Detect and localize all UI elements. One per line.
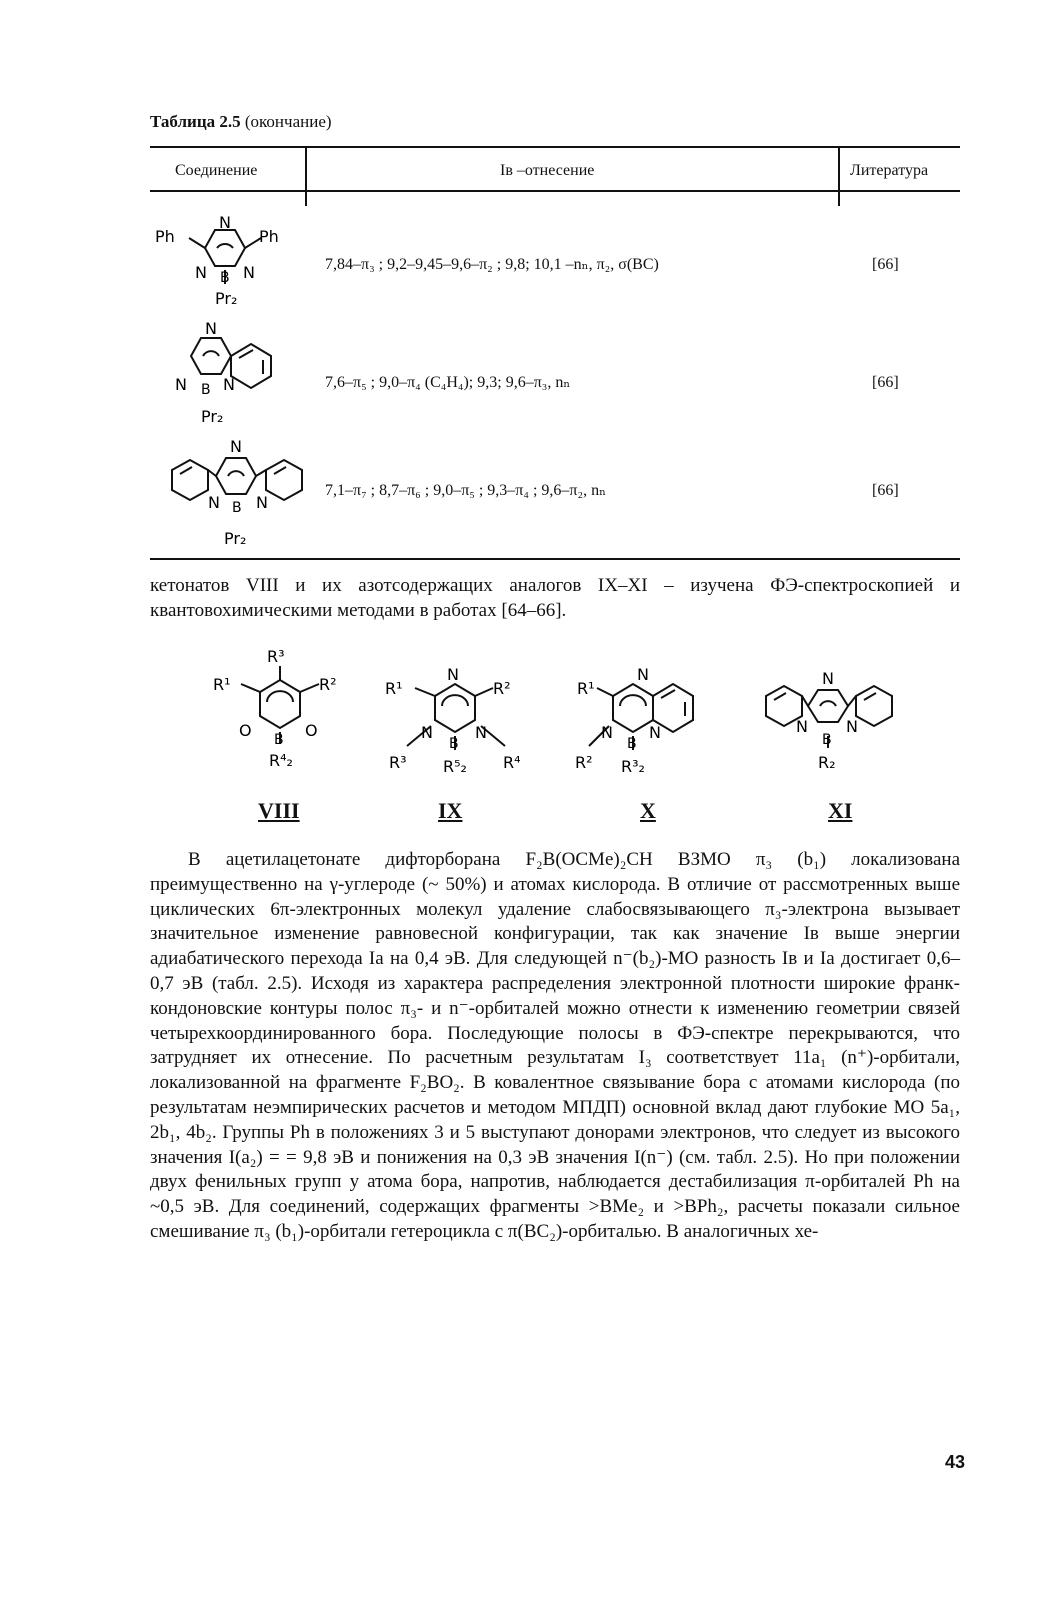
roman-xi: XI [828, 798, 853, 823]
table-bottom-rule [150, 558, 960, 560]
compound-3-structure [162, 432, 312, 557]
ph-left-label: Ph [155, 227, 175, 246]
b-label: B [627, 736, 637, 752]
header-compound: Соединение [175, 162, 258, 179]
row-3-reference: [66] [872, 482, 899, 499]
table-caption-number: Таблица 2.5 [150, 112, 241, 131]
b-label: B [201, 382, 211, 398]
n-top-label: N [230, 437, 242, 456]
intro-paragraph [150, 574, 960, 624]
row-1-reference: [66] [872, 256, 899, 273]
n-right-label: N [846, 717, 858, 736]
r3-label: R³ [267, 647, 285, 666]
n-left-label: N [421, 723, 433, 742]
pr-label: Pr₂ [215, 289, 238, 308]
header-assignment: Iв –отнесение [500, 162, 595, 179]
body-paragraph [150, 848, 960, 1245]
r2-label: R² [575, 753, 593, 772]
page-number: 43 [945, 1452, 966, 1472]
r3-label: R³₂ [621, 757, 645, 776]
table-col-divider-1 [305, 146, 307, 206]
row-2-reference: [66] [872, 374, 899, 391]
b-label: B [822, 732, 832, 748]
r1-label: R¹ [213, 675, 231, 694]
n-top-label: N [447, 665, 459, 684]
row-1-assignment: 7,84–π₃ ; 9,2–9,45–9,6–π₂ ; 9,8; 10,1 –nₙ, π₂, σ(BC) [325, 256, 659, 273]
b-label: B [232, 500, 242, 516]
roman-ix: IX [438, 798, 463, 823]
n-top-label: N [637, 665, 649, 684]
n-right-label: N [649, 723, 661, 742]
n-left-label: N [208, 493, 220, 512]
r2-label: R² [319, 675, 337, 694]
r1-label: R¹ [577, 679, 595, 698]
row-2-assignment: 7,6–π₅ ; 9,0–π₄ (C₄H₄); 9,3; 9,6–π₃, nₙ [325, 374, 571, 391]
r1-label: R¹ [385, 679, 403, 698]
pr-label: Pr₂ [224, 529, 247, 548]
pr-label: Pr₂ [201, 407, 224, 426]
row-3-assignment: 7,1–π₇ ; 8,7–π₆ ; 9,0–π₅ ; 9,3–π₄ ; 9,6–π₂, nₙ [325, 482, 606, 499]
n-right-label: N [223, 375, 235, 394]
n-right-label: N [475, 723, 487, 742]
structure-viii [205, 640, 355, 795]
n-top-label: N [219, 213, 231, 232]
o-right-label: O [305, 721, 318, 740]
o-left-label: O [239, 721, 252, 740]
b-label: B [449, 736, 459, 752]
ph-right-label: Ph [259, 227, 279, 246]
n-top-label: N [205, 319, 217, 338]
r5-label: R⁵₂ [443, 757, 467, 776]
b-label: B [220, 270, 230, 286]
n-left-label: N [195, 263, 207, 282]
roman-x: X [640, 798, 656, 823]
structure-ix [375, 660, 545, 795]
n-left-label: N [796, 717, 808, 736]
body-text: В ацетилацетонате дифторборана F₂B(OCMe)₂CH ВЗМО π₃ (b₁) локализована преимущественно на γ-углероде (~ 50%) и атомах кислорода. В отличие от рассмотренных выше циклических 6π-электронных молекул удаление слабосвязывающего π₃-электрона вызывает значительное изменение равновесной конфигурации, так как значение Iв выше энергии адиабатического перехода Iа на 0,4 эВ. Для следующей n⁻(b₂)-МО разность Iв и Iа достигает 0,6–0,7 эВ (табл. 2.5). Исходя из характера распределения электронной плотности широкие франк-кондоновские контуры полос π₃- и n⁻-орбиталей можно отнести к изменению геометрии связей четырехкоординированного бора. Последующие полосы в ФЭ-спектре перекрываются, что затрудняет их отнесение. По расчетным результатам I₃ соответствует 11a₁ (n⁺)-орбитали, локализованной на фрагменте F₂BO₂. В ковалентное связывание бора с атомами кислорода (по результатам неэмпирических расчетов и методом МПДП) основной вклад дают глубокие МО 5a₁, 2b₁, 4b₂. Группы Ph в положениях 3 и 5 выступают донорами электронов, что следует из высокого значения I(a₂) = = 9,8 эВ и понижения на 0,3 эВ значения I(n⁻) (см. табл. 2.5). Но при положении двух фенильных групп у атома бора, напротив, наблюдается дестабилизация π-орбиталей Ph на ~0,5 эВ. Для соединений, содержащих фрагменты >BMe₂ и >BPh₂, расчеты показали сильное смешивание π₃ (b₁)-орбитали гетероцикла с π(BC₂)-орбиталью. В аналогичных хе- [150, 849, 960, 1242]
n-right-label: N [243, 263, 255, 282]
structure-x [575, 660, 735, 795]
roman-viii: VIII [258, 798, 300, 823]
n-top-label: N [822, 669, 834, 688]
n-right-label: N [256, 493, 268, 512]
b-label: B [274, 732, 284, 748]
compound-2-structure [165, 318, 325, 433]
table-caption [150, 112, 332, 132]
n-left-label: N [175, 375, 187, 394]
n-left-label: N [601, 723, 613, 742]
r3-label: R³ [389, 753, 407, 772]
r4-label: R⁴₂ [269, 751, 293, 770]
table-caption-note: (окончание) [244, 112, 332, 131]
compound-1-structure [155, 212, 295, 317]
intro-text: кетонатов VIII и их азотсодержащих аналогов IX–XI – изучена ФЭ-спектроскопией и квантовохимическими методами в работах [64–66]. [150, 575, 960, 621]
table-col-divider-2 [838, 146, 840, 206]
header-literature: Литература [850, 162, 929, 179]
structure-xi [758, 660, 918, 795]
r4-label: R⁴ [503, 753, 521, 772]
r2-label: R² [493, 679, 511, 698]
r-label: R₂ [818, 753, 836, 772]
